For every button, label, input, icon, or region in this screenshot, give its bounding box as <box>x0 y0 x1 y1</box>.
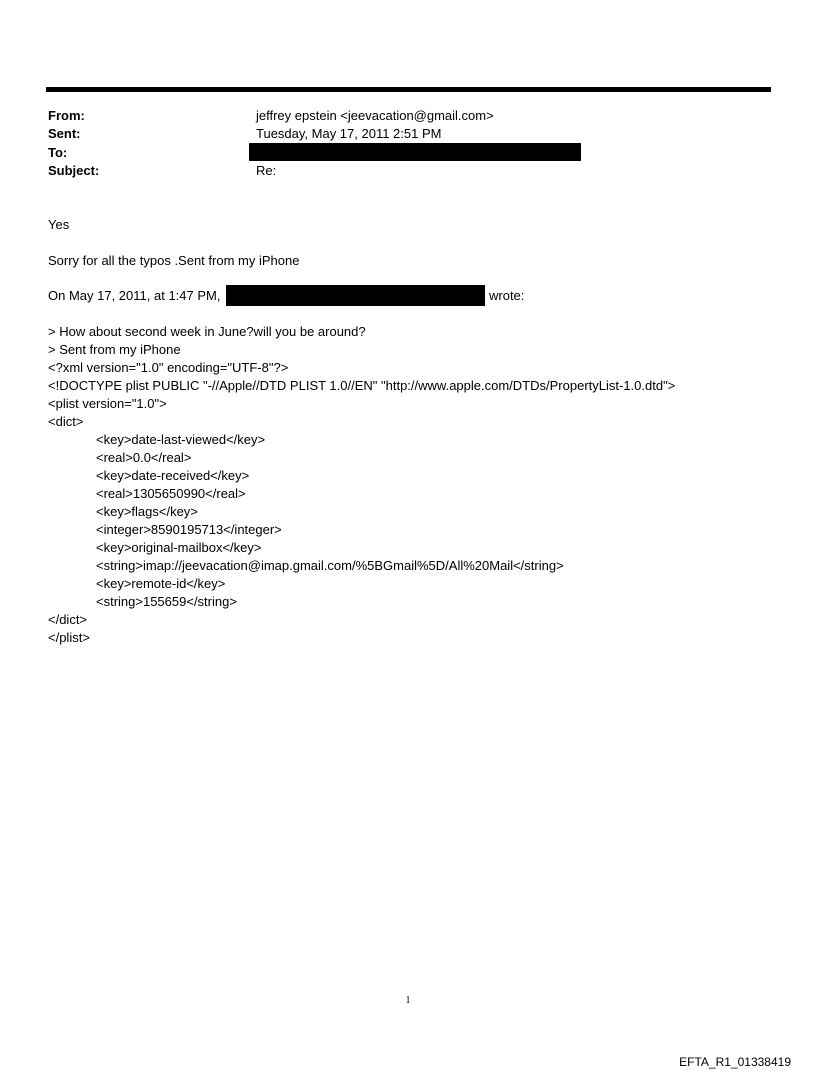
plist-line: <key>date-received</key> <box>96 468 250 483</box>
document-id: EFTA_R1_01338419 <box>679 1055 791 1069</box>
plist-line: <key>original-mailbox</key> <box>96 540 262 555</box>
plist-line: <plist version="1.0"> <box>48 396 167 411</box>
from-label: From: <box>48 108 85 123</box>
subject-value: Re: <box>256 163 277 178</box>
plist-line: <dict> <box>48 414 84 429</box>
plist-line: <real>0.0</real> <box>96 450 192 465</box>
to-label: To: <box>48 145 68 160</box>
plist-line: </dict> <box>48 612 88 627</box>
signature-text: Sorry for all the typos .Sent from my iPhone <box>48 253 300 268</box>
from-value: jeffrey epstein <jeevacation@gmail.com> <box>256 108 494 123</box>
quoted-line: > Sent from my iPhone <box>48 342 181 357</box>
plist-line: <key>remote-id</key> <box>96 576 226 591</box>
plist-line: <key>flags</key> <box>96 504 198 519</box>
plist-line: </plist> <box>48 630 90 645</box>
plist-line: <string>imap://jeevacation@imap.gmail.com/%5BGmail%5D/All%20Mail</string> <box>96 558 564 573</box>
subject-label: Subject: <box>48 163 100 178</box>
attribution-suffix: wrote: <box>489 288 525 303</box>
page-number: 1 <box>405 995 411 1006</box>
quoted-line: > How about second week in June?will you be around? <box>48 324 366 339</box>
plist-line: <real>1305650990</real> <box>96 486 246 501</box>
plist-line: <key>date-last-viewed</key> <box>96 432 266 447</box>
reply-text: Yes <box>48 217 70 232</box>
attribution-prefix: On May 17, 2011, at 1:47 PM, <box>48 288 221 303</box>
sender-redaction <box>226 285 485 306</box>
plist-line: <?xml version="1.0" encoding="UTF-8"?> <box>48 360 289 375</box>
plist-line: <string>155659</string> <box>96 594 237 609</box>
to-redaction <box>249 143 581 161</box>
plist-line: <integer>8590195713</integer> <box>96 522 282 537</box>
sent-label: Sent: <box>48 126 81 141</box>
header-rule <box>46 87 771 92</box>
sent-value: Tuesday, May 17, 2011 2:51 PM <box>256 126 442 141</box>
plist-line: <!DOCTYPE plist PUBLIC "-//Apple//DTD PLIST 1.0//EN" "http://www.apple.com/DTDs/PropertyList-1.0.dtd"> <box>48 378 676 393</box>
